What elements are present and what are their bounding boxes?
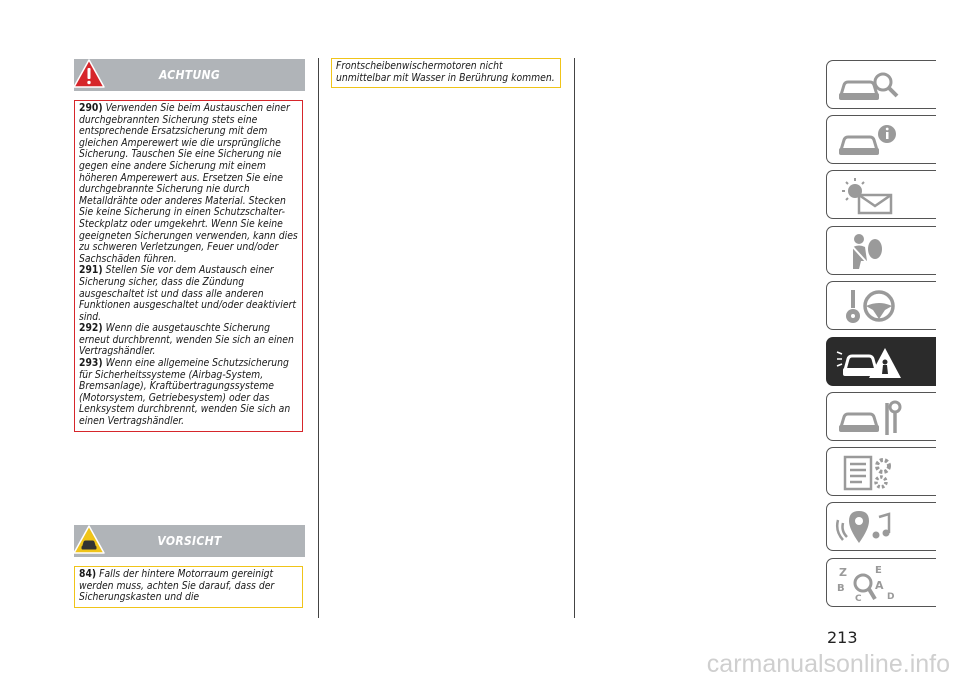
warning-light-message-icon bbox=[835, 175, 907, 216]
warning-banner bbox=[74, 59, 305, 91]
chapter-tab-servicing[interactable] bbox=[826, 392, 936, 441]
car-search-icon bbox=[835, 65, 907, 106]
chapter-tab-index[interactable] bbox=[826, 558, 936, 607]
svg-text:Z: Z bbox=[839, 566, 847, 579]
svg-text:E: E bbox=[875, 565, 882, 576]
car-maintenance-icon bbox=[835, 397, 907, 438]
warning-entry: 291) Stellen Sie vor dem Austausch einer Sicherung sicher, dass die Zündung ausgeschaltet ist und dass alle anderen Funktionen ausgeschaltet und/oder deaktiviert sind. bbox=[79, 264, 296, 323]
warning-entry: 290) Verwenden Sie beim Austauschen einer durchgebrannten Sicherung stets eine entsprechende Ersatzsicherung mit dem gleichen Amperewert wie die ursprüngliche Sicherung. Tauschen Sie eine Sicherung nie gegen eine andere Sicherung mit einem höheren Amperewert aus. Ersetzen Sie eine durchgebrannte Sicherung nie durch Metalldrähte oder anderes Material. Stecken Sie keine Sicherung in einen Schutzschalter-Steckplatz oder umgekehrt. Wenn Sie keine geeigneten Sicherungen verwenden, kann dies zu schweren Verletzungen, Feuer und/oder Sachschäden führen. bbox=[79, 102, 298, 265]
svg-text:B: B bbox=[837, 583, 845, 594]
chapter-tab-safety[interactable] bbox=[826, 226, 936, 275]
caution-car-icon bbox=[72, 523, 106, 557]
technical-data-icon bbox=[835, 452, 907, 493]
airbag-seatbelt-icon bbox=[835, 231, 907, 272]
chapter-tab-instrument-panel[interactable] bbox=[826, 115, 936, 164]
chapter-tab-getting-to-know[interactable] bbox=[826, 60, 936, 109]
car-info-icon bbox=[835, 120, 907, 161]
caution-title: VORSICHT bbox=[157, 534, 222, 548]
chapter-tab-technical-data[interactable] bbox=[826, 447, 936, 496]
caution-entry: 84) Falls der hintere Motorraum gereinigt werden muss, achten Sie darauf, dass der Sicherungskasten und die bbox=[79, 568, 275, 604]
multimedia-icon bbox=[835, 507, 907, 548]
warning-entry: 292) Wenn die ausgetauschte Sicherung erneut durchbrennt, wenden Sie sich an einen Vertragshändler. bbox=[79, 322, 294, 358]
caution-continuation-box: Frontscheibenwischermotoren nicht unmittelbar mit Wasser in Berührung kommen. bbox=[331, 58, 561, 88]
column-divider-left bbox=[318, 58, 319, 618]
page-number: 213 bbox=[827, 628, 858, 647]
column-divider-right bbox=[574, 58, 575, 618]
warning-triangle-icon bbox=[72, 57, 106, 91]
svg-text:C: C bbox=[855, 594, 862, 604]
warning-title: ACHTUNG bbox=[158, 68, 221, 82]
warning-box bbox=[74, 100, 303, 432]
watermark-text: carmanualsonline.info bbox=[706, 650, 950, 678]
key-steering-wheel-icon bbox=[835, 286, 907, 327]
chapter-tab-warning-lights[interactable] bbox=[826, 170, 936, 219]
chapter-tab-emergency[interactable] bbox=[826, 337, 936, 386]
alphabetical-index-icon bbox=[835, 563, 907, 604]
warning-entry: 293) Wenn eine allgemeine Schutzsicherung für Sicherheitssysteme (Airbag-System, Bremsanlage), Kraftübertragungssysteme (Motorsystem, Getriebesystem) oder das Lenksystem durchbrennt, wenden Sie sich an einen Vertragshändler. bbox=[79, 357, 291, 428]
car-breakdown-icon bbox=[835, 342, 907, 383]
svg-text:A: A bbox=[875, 579, 884, 592]
svg-text:D: D bbox=[887, 592, 895, 602]
caution-box bbox=[74, 566, 303, 608]
chapter-tab-multimedia[interactable] bbox=[826, 502, 936, 551]
caution-banner bbox=[74, 525, 305, 557]
chapter-tab-starting-driving[interactable] bbox=[826, 281, 936, 330]
